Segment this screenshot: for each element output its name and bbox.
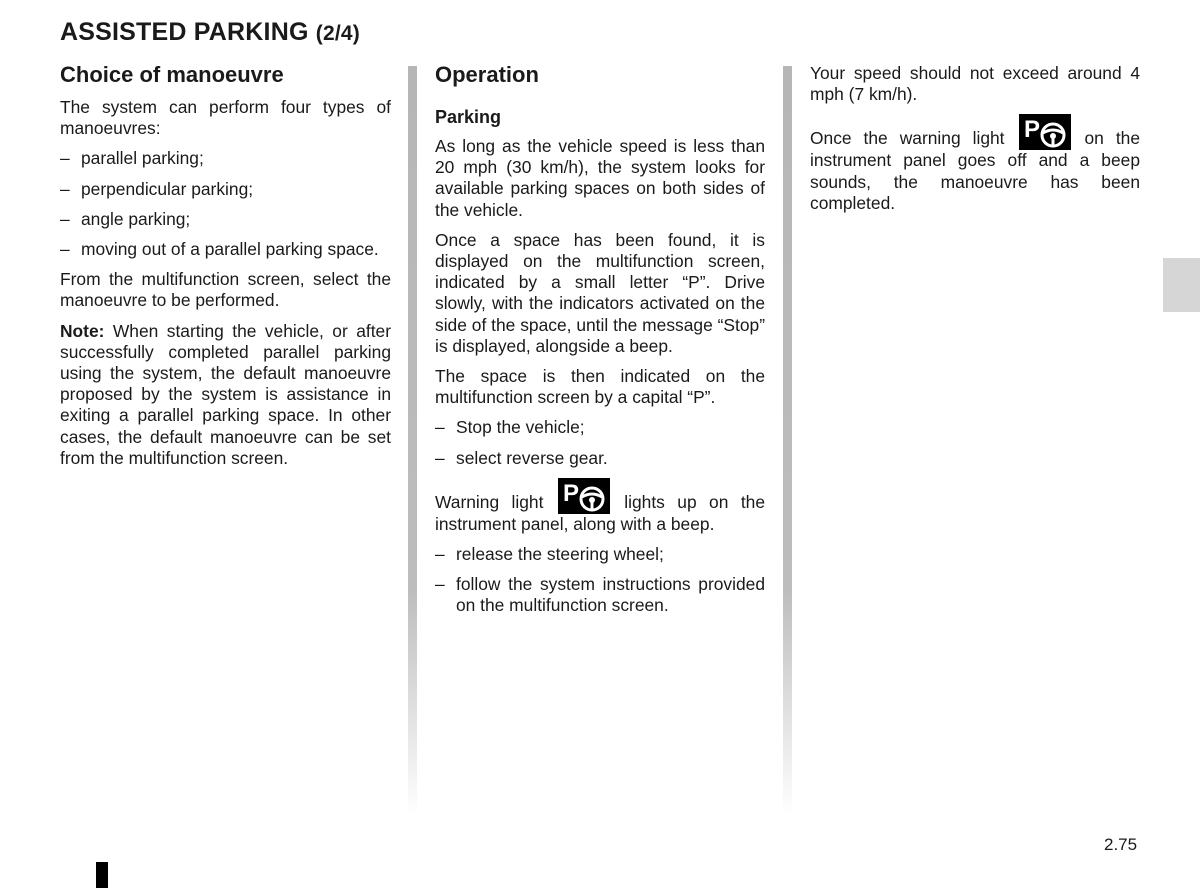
capital-p-paragraph: The space is then indicated on the multifunction screen by a capital “P”. <box>435 366 765 408</box>
list-item: – perpendicular parking; <box>60 178 254 199</box>
steps-list-a <box>435 417 765 468</box>
column-continuation <box>810 63 1140 223</box>
column-choice-of-manoeuvre <box>60 62 391 478</box>
list-item: – release the steering wheel; <box>435 544 664 565</box>
parking-assist-warning-icon <box>1019 114 1071 150</box>
svg-text:P: P <box>1023 116 1040 144</box>
list-item: – parallel parking; <box>60 148 204 169</box>
parking-assist-warning-icon <box>558 478 610 514</box>
section-heading-operation: Operation <box>435 62 539 87</box>
note-paragraph <box>60 321 391 469</box>
list-item: – moving out of a parallel parking space. <box>60 239 379 260</box>
list-item: – angle parking; <box>60 208 191 229</box>
crop-mark <box>96 862 108 888</box>
steps-list-b <box>435 544 765 617</box>
svg-text:P: P <box>562 479 579 507</box>
warning-light-paragraph: Warning light P lights up on the instrument panel, along with a beep. <box>435 479 765 534</box>
speed-limit-paragraph: Your speed should not exceed around 4 mph (7 km/h). <box>810 63 1140 105</box>
list-item: – follow the system instructions provided on the multifunction screen. <box>435 574 765 616</box>
chapter-tab <box>1163 258 1200 312</box>
note-label: Note: <box>60 320 105 341</box>
page-number: 2.75 <box>1104 835 1138 854</box>
space-found-paragraph: Once a space has been found, it is displayed on the multifunction screen, indicated by a small letter “P”. Drive slowly, with the indicators activated on the side of the space, until the message “Stop” is displayed, alongside a beep. <box>435 229 765 356</box>
list-item: – select reverse gear. <box>435 447 608 468</box>
subheading-parking: Parking <box>435 107 502 127</box>
section-heading-choice: Choice of manoeuvre <box>60 62 284 87</box>
manoeuvre-complete-paragraph: Once the warning light P on the instrument panel goes off and a beep sounds, the manoeuvre has been completed. <box>810 116 1140 213</box>
manoeuvre-list <box>60 148 391 260</box>
page-title <box>60 18 360 47</box>
column-divider-left <box>408 66 417 816</box>
speed-paragraph: As long as the vehicle speed is less than 20 mph (30 km/h), the system looks for available parking spaces on both sides of the vehicle. <box>435 136 765 220</box>
intro-paragraph: The system can perform four types of manoeuvres: <box>60 97 391 139</box>
page-title-main: ASSISTED PARKING <box>60 18 309 46</box>
select-paragraph: From the multifunction screen, select the manoeuvre to be performed. <box>60 269 391 311</box>
column-operation <box>435 62 765 626</box>
note-text: When starting the vehicle, or after successfully completed parallel parking using the system, the default manoeuvre proposed by the system is assistance in exiting a parallel parking space. In other cases, the default manoeuvre can be set from the multifunction screen. <box>60 320 391 468</box>
list-item: – Stop the vehicle; <box>435 417 585 438</box>
column-divider-right <box>783 66 792 816</box>
page-title-suffix: (2/4) <box>315 22 360 45</box>
